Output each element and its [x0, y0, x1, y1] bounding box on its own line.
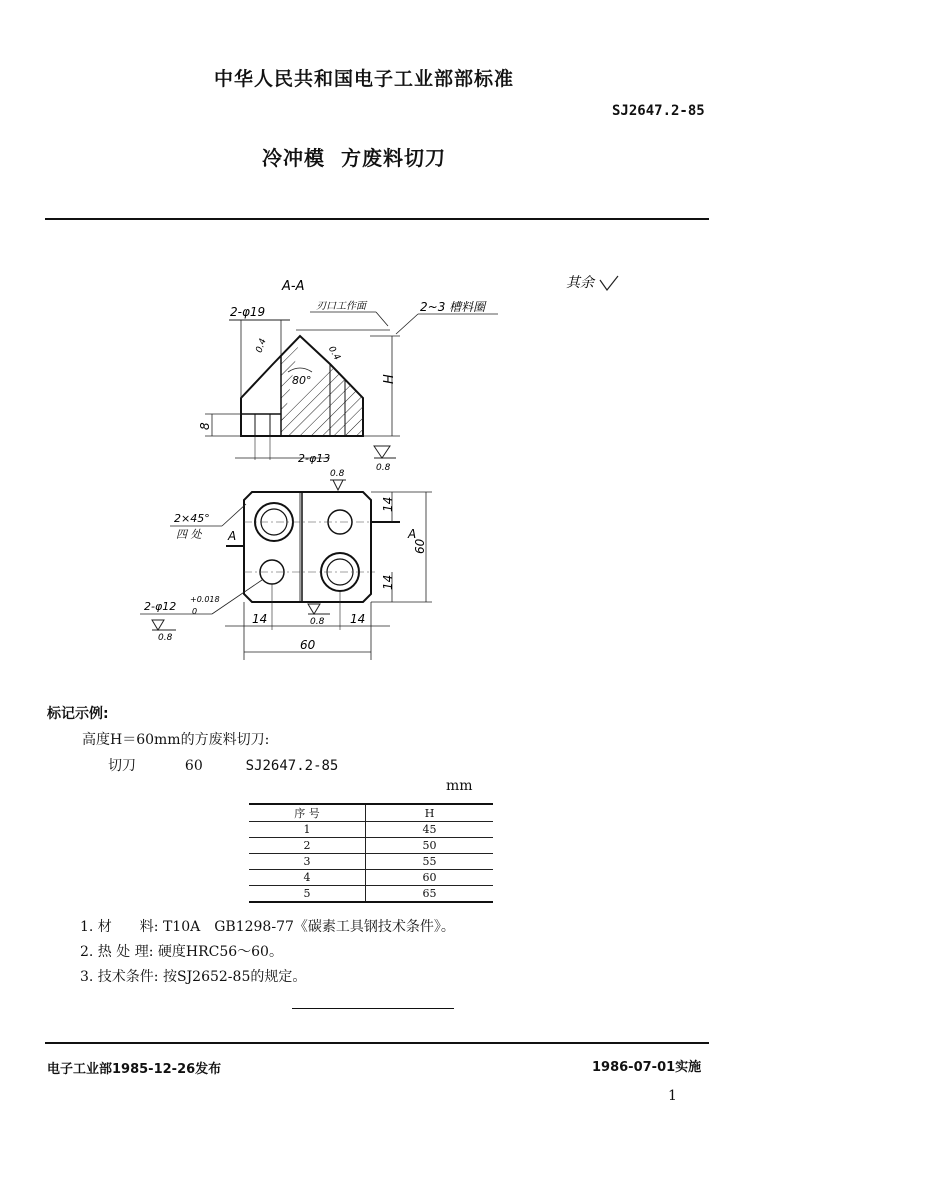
dim-hole19: 2-φ19	[230, 305, 266, 319]
note-heat-treatment: 2. 热 处 理: 硬度HRC56～60。	[80, 944, 283, 960]
row-no: 4	[249, 870, 366, 886]
rough-08a: 0.8	[376, 463, 391, 473]
edge-note: 刃口工作面	[316, 301, 366, 312]
note-material: 1. 材 料: T10A GB1298-77《碳素工具钢技术条件》。	[80, 919, 455, 935]
technical-drawing	[120, 255, 660, 675]
issue-date: 电子工业部1985-12-26发布	[47, 1062, 222, 1077]
marking-example	[108, 755, 338, 775]
table-header-row	[249, 804, 493, 822]
row-no: 2	[249, 838, 366, 854]
dim-angle: 80°	[292, 374, 312, 387]
dim-hole13: 2-φ13	[298, 452, 331, 465]
dim-tol-lower: 0	[192, 607, 198, 616]
example-name: 切刀	[108, 758, 136, 774]
col-no-header: 序 号	[249, 804, 366, 822]
table-row	[249, 886, 493, 903]
rough-08d: 0.8	[310, 617, 325, 627]
dim-14-br: 14	[350, 612, 366, 626]
table-row	[249, 822, 493, 838]
roughness-rest: 其余	[566, 275, 594, 291]
dim-r04-left: 0.4	[254, 337, 269, 355]
example-code: SJ2647.2-85	[245, 758, 339, 774]
row-no: 5	[249, 886, 366, 903]
dim-chamfer-loc: 四 处	[176, 528, 202, 541]
effective-date: 1986-07-01实施	[592, 1060, 702, 1075]
table-row	[249, 838, 493, 854]
section-mark-left: A	[228, 529, 237, 543]
row-h: 55	[366, 854, 494, 870]
roughness-top-icon	[330, 480, 346, 490]
example-value: 60	[184, 758, 203, 774]
height-table	[249, 803, 493, 903]
row-h: 50	[366, 838, 494, 854]
row-no: 3	[249, 854, 366, 870]
dim-14-bl: 14	[252, 612, 268, 626]
issuing-authority: 中华人民共和国电子工业部部标准	[214, 68, 515, 90]
rough-08c: 0.8	[158, 633, 173, 643]
rough-08b: 0.8	[330, 469, 345, 479]
dim-tol-upper: +0.018	[190, 595, 220, 604]
dim-height: H	[382, 374, 397, 384]
table-unit: mm	[446, 778, 473, 794]
dim-eight: 8	[198, 422, 212, 430]
roughness-symbol-icon	[374, 446, 396, 458]
dim-60-vertical: 60	[413, 538, 427, 554]
dim-r04-right: 0.4	[325, 344, 342, 363]
dim-stripper: 2~3 槽料圈	[420, 300, 486, 314]
standard-code: SJ2647.2-85	[612, 103, 705, 119]
header-rule	[45, 218, 709, 220]
row-h: 65	[366, 886, 494, 903]
roughness-check-icon	[600, 276, 618, 290]
title-part2: 方废料切刀	[341, 146, 446, 170]
dim-14-bottom: 14	[381, 574, 395, 590]
row-h: 45	[366, 822, 494, 838]
section-mark-right: A	[408, 527, 417, 541]
page-number: 1	[668, 1088, 677, 1104]
section-label: A-A	[282, 279, 305, 294]
dim-14-top: 14	[381, 496, 395, 512]
marking-line: 高度H＝60mm的方废料切刀:	[82, 732, 270, 748]
end-rule	[292, 1008, 454, 1009]
footer-rule	[45, 1042, 709, 1044]
dim-hole12: 2-φ12	[144, 600, 177, 613]
dim-60-horizontal: 60	[300, 638, 316, 652]
note-tech-conditions: 3. 技术条件: 按SJ2652-85的规定。	[80, 969, 307, 985]
plan-view	[244, 492, 375, 602]
table-row	[249, 870, 493, 886]
roughness-hole-icon	[152, 620, 176, 630]
marking-heading: 标记示例:	[47, 706, 109, 722]
table-row	[249, 854, 493, 870]
col-h-header: H	[366, 804, 494, 822]
title-part1: 冷冲模	[262, 146, 325, 170]
dim-chamfer: 2×45°	[174, 512, 210, 525]
row-h: 60	[366, 870, 494, 886]
roughness-bottom-icon	[308, 604, 330, 614]
row-no: 1	[249, 822, 366, 838]
document-title	[262, 142, 446, 171]
